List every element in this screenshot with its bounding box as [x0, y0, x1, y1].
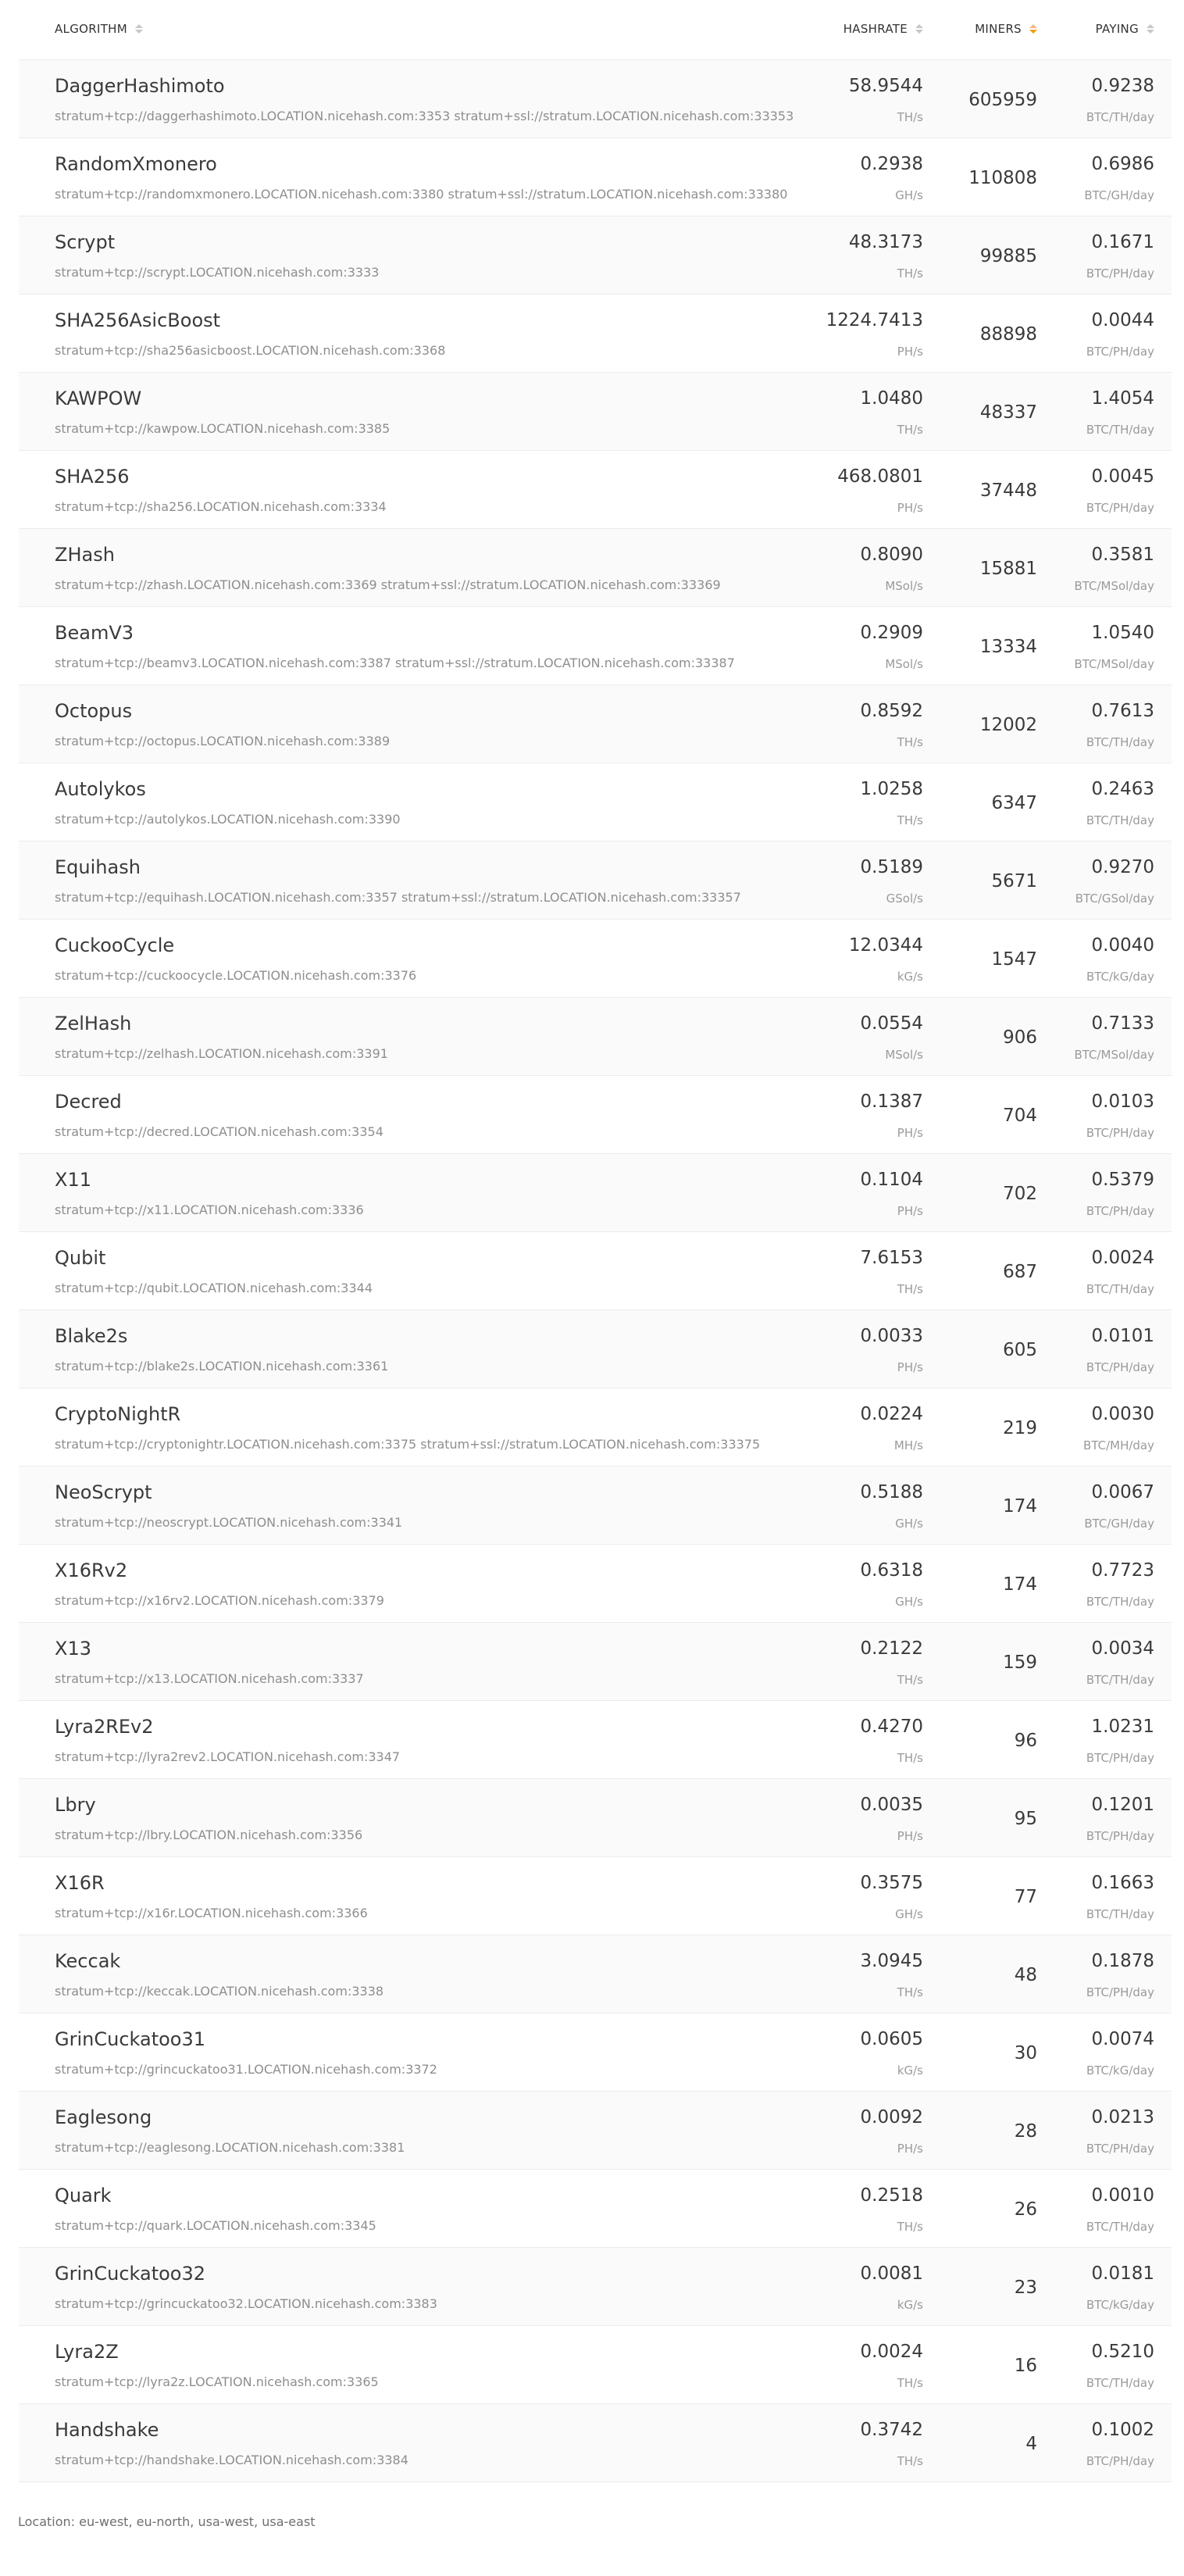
stratum-url: stratum+tcp://quark.LOCATION.nicehash.com:3345: [55, 2218, 376, 2233]
paying-unit: BTC/MSol/day: [1074, 579, 1154, 593]
paying-value: 0.0030: [1091, 1404, 1154, 1424]
table-row[interactable]: [19, 2326, 1172, 2404]
paying-value: 0.5379: [1091, 1170, 1154, 1190]
hashrate-value: 0.2122: [860, 1638, 923, 1659]
table-row[interactable]: [19, 1467, 1172, 1545]
hashrate-value: 48.3173: [848, 232, 923, 252]
stratum-url: stratum+tcp://x13.LOCATION.nicehash.com:3337: [55, 1671, 364, 1686]
algorithm-name: Lyra2REv2: [55, 1716, 154, 1738]
algorithm-name: CuckooCycle: [55, 934, 175, 956]
hashrate-value: 0.0024: [860, 2342, 923, 2362]
algorithm-name: ZelHash: [55, 1013, 132, 1034]
algorithm-name: DaggerHashimoto: [55, 75, 225, 97]
paying-unit: BTC/PH/day: [1086, 2454, 1154, 2468]
hashrate-value: 0.2938: [860, 154, 923, 174]
hashrate-value: 0.0554: [860, 1013, 923, 1034]
stratum-url: stratum+tcp://autolykos.LOCATION.nicehash.com:3390: [55, 812, 401, 827]
stratum-url: stratum+tcp://zelhash.LOCATION.nicehash.com:3391: [55, 1046, 388, 1061]
paying-value: 0.9270: [1091, 857, 1154, 877]
paying-value: 0.0213: [1091, 2107, 1154, 2128]
stratum-url: stratum+tcp://x11.LOCATION.nicehash.com:3336: [55, 1202, 364, 1217]
table-row[interactable]: [19, 685, 1172, 763]
paying-value: 0.7723: [1091, 1560, 1154, 1581]
column-header-algorithm[interactable]: [55, 22, 143, 36]
stratum-url: stratum+tcp://daggerhashimoto.LOCATION.nicehash.com:3353 stratum+ssl://stratum.LOCATION.nicehash.com:33353: [55, 109, 794, 123]
miners-count: 1547: [991, 949, 1037, 970]
miners-count: 4: [1025, 2434, 1037, 2454]
stratum-url: stratum+tcp://neoscrypt.LOCATION.nicehash.com:3341: [55, 1515, 403, 1530]
column-header-paying[interactable]: [1096, 22, 1154, 36]
paying-value: 0.1002: [1091, 2420, 1154, 2440]
hashrate-value: 0.0224: [860, 1404, 923, 1424]
stratum-url: stratum+tcp://beamv3.LOCATION.nicehash.com:3387 stratum+ssl://stratum.LOCATION.nicehash.com:33387: [55, 656, 735, 670]
stratum-url: stratum+tcp://eaglesong.LOCATION.nicehash.com:3381: [55, 2140, 405, 2155]
stratum-url: stratum+tcp://blake2s.LOCATION.nicehash.com:3361: [55, 1359, 389, 1374]
stratum-url: stratum+tcp://lyra2rev2.LOCATION.nicehash.com:3347: [55, 1749, 401, 1764]
hashrate-unit: MH/s: [893, 1438, 923, 1452]
hashrate-unit: GSol/s: [886, 891, 923, 906]
table-row[interactable]: [19, 1623, 1172, 1701]
table-header: [19, 0, 1172, 60]
hashrate-value: 0.6318: [860, 1560, 923, 1581]
paying-value: 0.7133: [1091, 1013, 1154, 1034]
paying-value: 0.1671: [1091, 232, 1154, 252]
paying-unit: BTC/TH/day: [1086, 735, 1154, 749]
paying-unit: BTC/PH/day: [1086, 1126, 1154, 1140]
miners-count: 48: [1014, 1965, 1037, 1985]
miners-count: 906: [1003, 1027, 1037, 1048]
stratum-url: stratum+tcp://randomxmonero.LOCATION.nicehash.com:3380 stratum+ssl://stratum.LOCATION.nicehash.com:33380: [55, 187, 788, 202]
stratum-url: stratum+tcp://octopus.LOCATION.nicehash.com:3389: [55, 734, 391, 749]
miners-count: 605: [1003, 1340, 1037, 1360]
miners-count: 702: [1003, 1184, 1037, 1204]
table-row[interactable]: [19, 920, 1172, 998]
stratum-url: stratum+tcp://cryptonightr.LOCATION.nicehash.com:3375 stratum+ssl://stratum.LOCATION.nicehash.com:33375: [55, 1437, 761, 1452]
paying-unit: BTC/GH/day: [1084, 1517, 1154, 1531]
algorithm-name: Lbry: [55, 1794, 96, 1816]
paying-value: 0.7613: [1091, 701, 1154, 721]
hashrate-value: 0.0092: [860, 2107, 923, 2128]
algorithm-name: Blake2s: [55, 1325, 128, 1347]
paying-unit: BTC/kG/day: [1086, 2298, 1154, 2312]
hashrate-value: 0.3575: [860, 1873, 923, 1893]
miners-count: 37448: [979, 481, 1037, 501]
table-row[interactable]: [19, 2170, 1172, 2248]
stratum-url: stratum+tcp://keccak.LOCATION.nicehash.com:3338: [55, 1984, 384, 1999]
hashrate-value: 0.1387: [860, 1091, 923, 1112]
hashrate-value: 0.8090: [860, 545, 923, 565]
stratum-url: stratum+tcp://equihash.LOCATION.nicehash.com:3357 stratum+ssl://stratum.LOCATION.nicehash.com:33357: [55, 890, 741, 905]
table-row[interactable]: [19, 529, 1172, 607]
table-row[interactable]: [19, 2248, 1172, 2326]
algorithm-name: Autolykos: [55, 778, 146, 800]
paying-value: 0.0067: [1091, 1482, 1154, 1502]
hashrate-unit: kG/s: [897, 970, 923, 984]
hashrate-unit: TH/s: [897, 266, 923, 280]
table-row[interactable]: [19, 1076, 1172, 1154]
paying-value: 0.1878: [1091, 1951, 1154, 1971]
hashrate-value: 0.0035: [860, 1795, 923, 1815]
stratum-url: stratum+tcp://sha256asicboost.LOCATION.nicehash.com:3368: [55, 343, 446, 358]
hashrate-value: 468.0801: [837, 466, 923, 487]
hashrate-value: 0.8592: [860, 701, 923, 721]
paying-unit: BTC/TH/day: [1086, 1673, 1154, 1687]
hashrate-unit: TH/s: [897, 423, 923, 437]
stratum-url: stratum+tcp://grincuckatoo31.LOCATION.nicehash.com:3372: [55, 2062, 437, 2077]
column-header-paying-label: PAYING: [1095, 22, 1139, 36]
stratum-url: stratum+tcp://decred.LOCATION.nicehash.com:3354: [55, 1124, 383, 1139]
paying-value: 1.4054: [1091, 388, 1154, 409]
table-row[interactable]: [19, 216, 1172, 295]
miners-count: 13334: [979, 637, 1037, 657]
algorithm-name: CryptoNightR: [55, 1403, 181, 1425]
table-row[interactable]: [19, 607, 1172, 685]
paying-value: 0.6986: [1091, 154, 1154, 174]
hashrate-unit: PH/s: [897, 1360, 923, 1374]
algorithm-name: Eaglesong: [55, 2106, 152, 2128]
paying-value: 0.0074: [1091, 2029, 1154, 2049]
column-header-miners[interactable]: [975, 22, 1037, 36]
table-row[interactable]: [19, 1701, 1172, 1779]
paying-value: 1.0231: [1091, 1717, 1154, 1737]
miners-count: 605959: [968, 90, 1037, 110]
hashrate-unit: GH/s: [895, 188, 923, 202]
miners-count: 159: [1003, 1652, 1037, 1673]
column-header-miners-label: MINERS: [975, 22, 1022, 36]
paying-unit: BTC/PH/day: [1086, 1204, 1154, 1218]
miners-count: 77: [1014, 1887, 1037, 1907]
hashrate-value: 0.4270: [860, 1717, 923, 1737]
paying-unit: BTC/PH/day: [1086, 1985, 1154, 1999]
hashrate-unit: TH/s: [897, 735, 923, 749]
table-row[interactable]: [19, 763, 1172, 841]
miners-count: 12002: [979, 715, 1037, 735]
hashrate-value: 0.1104: [860, 1170, 923, 1190]
paying-value: 0.0045: [1091, 466, 1154, 487]
table-row[interactable]: [19, 138, 1172, 216]
algorithms-table: [19, 0, 1172, 2482]
miners-count: 5671: [991, 871, 1037, 891]
algorithm-name: Quark: [55, 2185, 112, 2206]
algorithm-name: Keccak: [55, 1950, 121, 1972]
hashrate-unit: TH/s: [897, 2220, 923, 2234]
sort-desc-icon: [1029, 24, 1037, 34]
paying-value: 0.0024: [1091, 1248, 1154, 1268]
miners-count: 30: [1014, 2043, 1037, 2063]
miners-count: 687: [1003, 1262, 1037, 1282]
algorithm-name: RandomXmonero: [55, 153, 217, 175]
miners-count: 15881: [979, 559, 1037, 579]
paying-unit: BTC/GSol/day: [1075, 891, 1154, 906]
hashrate-unit: TH/s: [897, 1985, 923, 1999]
table-row[interactable]: [19, 841, 1172, 920]
paying-unit: BTC/PH/day: [1086, 1751, 1154, 1765]
miners-count: 219: [1003, 1418, 1037, 1438]
stratum-url: stratum+tcp://x16rv2.LOCATION.nicehash.com:3379: [55, 1593, 384, 1608]
stratum-url: stratum+tcp://lbry.LOCATION.nicehash.com:3356: [55, 1827, 363, 1842]
miners-count: 88898: [979, 324, 1037, 345]
hashrate-value: 12.0344: [848, 935, 923, 956]
algorithm-name: X16R: [55, 1872, 105, 1894]
paying-value: 0.0010: [1091, 2185, 1154, 2206]
paying-unit: BTC/MSol/day: [1074, 657, 1154, 671]
paying-value: 0.0103: [1091, 1091, 1154, 1112]
paying-unit: BTC/PH/day: [1086, 1829, 1154, 1843]
stratum-url: stratum+tcp://grincuckatoo32.LOCATION.nicehash.com:3383: [55, 2296, 437, 2311]
location-note: Location: eu-west, eu-north, usa-west, usa-east: [18, 2514, 316, 2529]
algorithm-name: SHA256: [55, 466, 130, 488]
algorithm-name: X16Rv2: [55, 1560, 128, 1581]
algorithm-name: X13: [55, 1638, 91, 1660]
algorithm-name: Qubit: [55, 1247, 106, 1269]
algorithm-name: KAWPOW: [55, 388, 142, 409]
paying-unit: BTC/TH/day: [1086, 1282, 1154, 1296]
hashrate-value: 0.0081: [860, 2263, 923, 2284]
paying-unit: BTC/GH/day: [1084, 188, 1154, 202]
algorithm-name: Lyra2Z: [55, 2341, 119, 2363]
paying-unit: BTC/PH/day: [1086, 266, 1154, 280]
stratum-url: stratum+tcp://scrypt.LOCATION.nicehash.com:3333: [55, 265, 380, 280]
table-row[interactable]: [19, 2092, 1172, 2170]
paying-unit: BTC/kG/day: [1086, 2063, 1154, 2078]
table-row[interactable]: [19, 1232, 1172, 1310]
paying-unit: BTC/PH/day: [1086, 345, 1154, 359]
algorithm-name: Handshake: [55, 2419, 159, 2441]
paying-value: 0.3581: [1091, 545, 1154, 565]
miners-count: 96: [1014, 1731, 1037, 1751]
miners-count: 23: [1014, 2278, 1037, 2298]
paying-unit: BTC/TH/day: [1086, 423, 1154, 437]
hashrate-value: 1.0480: [860, 388, 923, 409]
stratum-url: stratum+tcp://x16r.LOCATION.nicehash.com:3366: [55, 1906, 368, 1920]
hashrate-value: 0.2909: [860, 623, 923, 643]
hashrate-unit: TH/s: [897, 1751, 923, 1765]
paying-unit: BTC/TH/day: [1086, 813, 1154, 827]
paying-unit: BTC/MSol/day: [1074, 1048, 1154, 1062]
table-row[interactable]: [19, 60, 1172, 138]
hashrate-unit: TH/s: [897, 2376, 923, 2390]
hashrate-unit: TH/s: [897, 1282, 923, 1296]
hashrate-value: 58.9544: [848, 76, 923, 96]
hashrate-unit: PH/s: [897, 1204, 923, 1218]
hashrate-unit: PH/s: [897, 345, 923, 359]
stratum-url: stratum+tcp://kawpow.LOCATION.nicehash.com:3385: [55, 421, 391, 436]
miners-count: 174: [1003, 1496, 1037, 1517]
hashrate-unit: PH/s: [897, 1829, 923, 1843]
table-row[interactable]: [19, 1857, 1172, 1935]
hashrate-unit: GH/s: [895, 1907, 923, 1921]
hashrate-value: 0.0605: [860, 2029, 923, 2049]
paying-unit: BTC/TH/day: [1086, 2220, 1154, 2234]
paying-unit: BTC/PH/day: [1086, 501, 1154, 515]
paying-value: 0.0181: [1091, 2263, 1154, 2284]
miners-count: 174: [1003, 1574, 1037, 1595]
algorithm-name: SHA256AsicBoost: [55, 309, 221, 331]
hashrate-unit: TH/s: [897, 1673, 923, 1687]
table-row[interactable]: [19, 1154, 1172, 1232]
paying-unit: BTC/MH/day: [1083, 1438, 1154, 1452]
table-body: [19, 60, 1172, 2482]
miners-count: 48337: [979, 402, 1037, 423]
hashrate-value: 3.0945: [860, 1951, 923, 1971]
hashrate-unit: MSol/s: [885, 579, 923, 593]
paying-value: 1.0540: [1091, 623, 1154, 643]
hashrate-unit: TH/s: [897, 110, 923, 124]
hashrate-value: 1224.7413: [826, 310, 923, 330]
hashrate-value: 0.2518: [860, 2185, 923, 2206]
paying-unit: BTC/TH/day: [1086, 1595, 1154, 1609]
miners-count: 95: [1014, 1809, 1037, 1829]
paying-unit: BTC/TH/day: [1086, 1907, 1154, 1921]
column-header-hashrate[interactable]: [843, 22, 923, 36]
paying-unit: BTC/PH/day: [1086, 1360, 1154, 1374]
miners-count: 110808: [968, 168, 1037, 188]
paying-unit: BTC/TH/day: [1086, 110, 1154, 124]
paying-value: 0.9238: [1091, 76, 1154, 96]
table-row[interactable]: [19, 2404, 1172, 2482]
hashrate-value: 0.3742: [860, 2420, 923, 2440]
algorithm-name: X11: [55, 1169, 91, 1191]
hashrate-value: 0.0033: [860, 1326, 923, 1346]
miners-count: 704: [1003, 1106, 1037, 1126]
table-row[interactable]: [19, 373, 1172, 451]
paying-value: 0.0101: [1091, 1326, 1154, 1346]
stratum-url: stratum+tcp://sha256.LOCATION.nicehash.com:3334: [55, 499, 387, 514]
table-row[interactable]: [19, 2013, 1172, 2092]
hashrate-unit: PH/s: [897, 2142, 923, 2156]
algorithm-name: Equihash: [55, 856, 141, 878]
table-row[interactable]: [19, 1310, 1172, 1388]
paying-unit: BTC/TH/day: [1086, 2376, 1154, 2390]
miners-count: 6347: [991, 793, 1037, 813]
algorithm-name: ZHash: [55, 544, 115, 566]
sort-icon: [915, 24, 923, 34]
algorithm-name: NeoScrypt: [55, 1481, 152, 1503]
table-row[interactable]: [19, 998, 1172, 1076]
stratum-url: stratum+tcp://zhash.LOCATION.nicehash.com:3369 stratum+ssl://stratum.LOCATION.nicehash.com:33369: [55, 577, 721, 592]
algorithm-name: Decred: [55, 1091, 122, 1113]
stratum-url: stratum+tcp://qubit.LOCATION.nicehash.com:3344: [55, 1281, 373, 1295]
hashrate-value: 0.5188: [860, 1482, 923, 1502]
paying-value: 0.0044: [1091, 310, 1154, 330]
sort-icon: [135, 24, 143, 34]
hashrate-unit: GH/s: [895, 1595, 923, 1609]
paying-value: 0.1663: [1091, 1873, 1154, 1893]
stratum-url: stratum+tcp://handshake.LOCATION.nicehash.com:3384: [55, 2453, 408, 2467]
hashrate-unit: kG/s: [897, 2298, 923, 2312]
algorithm-name: GrinCuckatoo32: [55, 2263, 206, 2285]
table-row[interactable]: [19, 1545, 1172, 1623]
hashrate-unit: PH/s: [897, 1126, 923, 1140]
paying-value: 0.2463: [1091, 779, 1154, 799]
algorithm-name: Octopus: [55, 700, 133, 722]
miners-count: 99885: [979, 246, 1037, 266]
miners-count: 28: [1014, 2121, 1037, 2142]
hashrate-value: 7.6153: [860, 1248, 923, 1268]
stratum-url: stratum+tcp://lyra2z.LOCATION.nicehash.com:3365: [55, 2374, 379, 2389]
hashrate-unit: MSol/s: [885, 657, 923, 671]
table-row[interactable]: [19, 1388, 1172, 1467]
table-row[interactable]: [19, 1779, 1172, 1857]
paying-value: 0.0034: [1091, 1638, 1154, 1659]
sort-icon: [1147, 24, 1154, 34]
hashrate-unit: TH/s: [897, 2454, 923, 2468]
paying-unit: BTC/PH/day: [1086, 2142, 1154, 2156]
table-row[interactable]: [19, 1935, 1172, 2013]
stratum-url: stratum+tcp://cuckoocycle.LOCATION.nicehash.com:3376: [55, 968, 417, 983]
column-header-hashrate-label: HASHRATE: [843, 22, 908, 36]
hashrate-unit: TH/s: [897, 813, 923, 827]
algorithm-name: Scrypt: [55, 231, 116, 253]
miners-count: 26: [1014, 2199, 1037, 2220]
algorithm-name: GrinCuckatoo31: [55, 2028, 206, 2050]
column-header-algorithm-label: ALGORITHM: [55, 22, 127, 36]
hashrate-unit: MSol/s: [885, 1048, 923, 1062]
paying-value: 0.5210: [1091, 2342, 1154, 2362]
hashrate-value: 0.5189: [860, 857, 923, 877]
table-row[interactable]: [19, 295, 1172, 373]
table-row[interactable]: [19, 451, 1172, 529]
hashrate-value: 1.0258: [860, 779, 923, 799]
hashrate-unit: PH/s: [897, 501, 923, 515]
hashrate-unit: GH/s: [895, 1517, 923, 1531]
miners-count: 16: [1014, 2356, 1037, 2376]
paying-value: 0.1201: [1091, 1795, 1154, 1815]
hashrate-unit: kG/s: [897, 2063, 923, 2078]
algorithm-name: BeamV3: [55, 622, 134, 644]
paying-value: 0.0040: [1091, 935, 1154, 956]
paying-unit: BTC/kG/day: [1086, 970, 1154, 984]
